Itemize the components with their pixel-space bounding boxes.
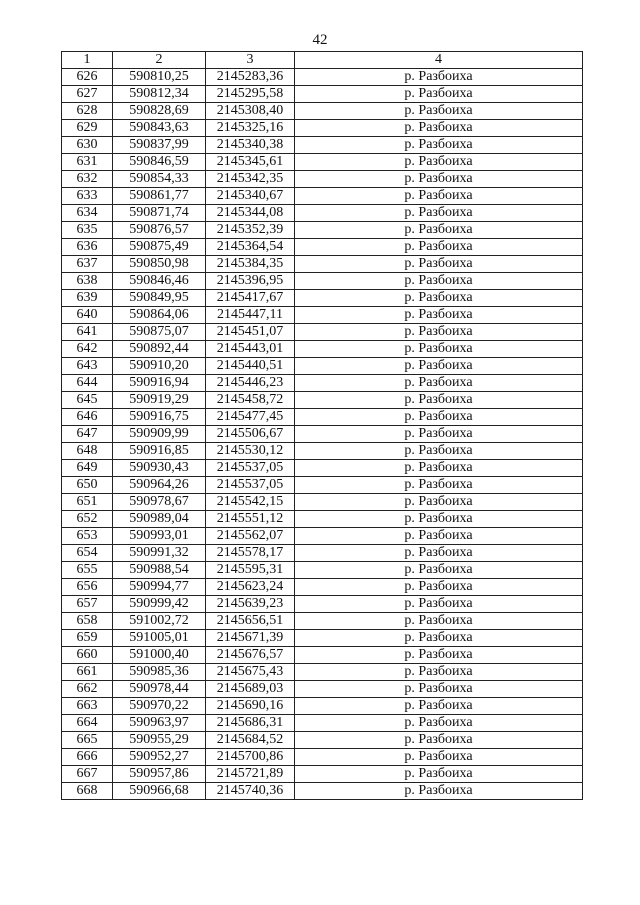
table-row [62, 528, 583, 545]
table-row [62, 239, 583, 256]
x-coordinate-cell: 590916,94 [113, 375, 206, 392]
point-number-cell: 643 [62, 358, 113, 375]
point-number-cell: 651 [62, 494, 113, 511]
point-number-cell: 636 [62, 239, 113, 256]
description-cell: р. Разбоиха [295, 188, 583, 205]
point-number-cell: 640 [62, 307, 113, 324]
point-number-cell: 642 [62, 341, 113, 358]
x-coordinate-cell: 590892,44 [113, 341, 206, 358]
y-coordinate-cell: 2145396,95 [206, 273, 295, 290]
y-coordinate-cell: 2145676,57 [206, 647, 295, 664]
x-coordinate-cell: 590919,29 [113, 392, 206, 409]
point-number-cell: 655 [62, 562, 113, 579]
description-cell: р. Разбоиха [295, 579, 583, 596]
table-row [62, 341, 583, 358]
header-cell-3: 3 [206, 52, 295, 69]
x-coordinate-cell: 590970,22 [113, 698, 206, 715]
y-coordinate-cell: 2145671,39 [206, 630, 295, 647]
x-coordinate-cell: 590952,27 [113, 749, 206, 766]
description-cell: р. Разбоиха [295, 290, 583, 307]
y-coordinate-cell: 2145364,54 [206, 239, 295, 256]
table-header-row [62, 52, 583, 69]
description-cell: р. Разбоиха [295, 596, 583, 613]
x-coordinate-cell: 590978,67 [113, 494, 206, 511]
y-coordinate-cell: 2145578,17 [206, 545, 295, 562]
description-cell: р. Разбоиха [295, 766, 583, 783]
y-coordinate-cell: 2145342,35 [206, 171, 295, 188]
description-cell: р. Разбоиха [295, 443, 583, 460]
table-row [62, 511, 583, 528]
description-cell: р. Разбоиха [295, 137, 583, 154]
point-number-cell: 663 [62, 698, 113, 715]
point-number-cell: 629 [62, 120, 113, 137]
table-row [62, 715, 583, 732]
table-row [62, 375, 583, 392]
description-cell: р. Разбоиха [295, 732, 583, 749]
header-cell-1: 1 [62, 52, 113, 69]
x-coordinate-cell: 590850,98 [113, 256, 206, 273]
point-number-cell: 660 [62, 647, 113, 664]
x-coordinate-cell: 590955,29 [113, 732, 206, 749]
description-cell: р. Разбоиха [295, 69, 583, 86]
point-number-cell: 626 [62, 69, 113, 86]
y-coordinate-cell: 2145562,07 [206, 528, 295, 545]
table-row [62, 681, 583, 698]
table-row [62, 205, 583, 222]
description-cell: р. Разбоиха [295, 749, 583, 766]
table-row [62, 477, 583, 494]
x-coordinate-cell: 590963,97 [113, 715, 206, 732]
y-coordinate-cell: 2145537,05 [206, 477, 295, 494]
x-coordinate-cell: 590875,49 [113, 239, 206, 256]
description-cell: р. Разбоиха [295, 630, 583, 647]
point-number-cell: 659 [62, 630, 113, 647]
point-number-cell: 661 [62, 664, 113, 681]
description-cell: р. Разбоиха [295, 256, 583, 273]
x-coordinate-cell: 590864,06 [113, 307, 206, 324]
table-row [62, 783, 583, 800]
table-row [62, 732, 583, 749]
x-coordinate-cell: 590966,68 [113, 783, 206, 800]
table-row [62, 443, 583, 460]
table-row [62, 137, 583, 154]
x-coordinate-cell: 590837,99 [113, 137, 206, 154]
x-coordinate-cell: 590846,59 [113, 154, 206, 171]
point-number-cell: 634 [62, 205, 113, 222]
point-number-cell: 637 [62, 256, 113, 273]
table-row [62, 290, 583, 307]
x-coordinate-cell: 590828,69 [113, 103, 206, 120]
description-cell: р. Разбоиха [295, 358, 583, 375]
description-cell: р. Разбоиха [295, 341, 583, 358]
y-coordinate-cell: 2145344,08 [206, 205, 295, 222]
point-number-cell: 658 [62, 613, 113, 630]
x-coordinate-cell: 590964,26 [113, 477, 206, 494]
description-cell: р. Разбоиха [295, 528, 583, 545]
x-coordinate-cell: 590916,85 [113, 443, 206, 460]
table-row [62, 188, 583, 205]
table-row [62, 392, 583, 409]
y-coordinate-cell: 2145721,89 [206, 766, 295, 783]
description-cell: р. Разбоиха [295, 239, 583, 256]
description-cell: р. Разбоиха [295, 171, 583, 188]
y-coordinate-cell: 2145506,67 [206, 426, 295, 443]
point-number-cell: 646 [62, 409, 113, 426]
point-number-cell: 632 [62, 171, 113, 188]
y-coordinate-cell: 2145623,24 [206, 579, 295, 596]
x-coordinate-cell: 590849,95 [113, 290, 206, 307]
table-row [62, 154, 583, 171]
table-row [62, 103, 583, 120]
description-cell: р. Разбоиха [295, 273, 583, 290]
point-number-cell: 668 [62, 783, 113, 800]
point-number-cell: 648 [62, 443, 113, 460]
x-coordinate-cell: 590991,32 [113, 545, 206, 562]
x-coordinate-cell: 590854,33 [113, 171, 206, 188]
y-coordinate-cell: 2145446,23 [206, 375, 295, 392]
point-number-cell: 665 [62, 732, 113, 749]
point-number-cell: 652 [62, 511, 113, 528]
description-cell: р. Разбоиха [295, 664, 583, 681]
y-coordinate-cell: 2145325,16 [206, 120, 295, 137]
x-coordinate-cell: 590989,04 [113, 511, 206, 528]
point-number-cell: 639 [62, 290, 113, 307]
x-coordinate-cell: 590909,99 [113, 426, 206, 443]
x-coordinate-cell: 590978,44 [113, 681, 206, 698]
table-row [62, 222, 583, 239]
description-cell: р. Разбоиха [295, 477, 583, 494]
point-number-cell: 645 [62, 392, 113, 409]
x-coordinate-cell: 590999,42 [113, 596, 206, 613]
description-cell: р. Разбоиха [295, 86, 583, 103]
description-cell: р. Разбоиха [295, 647, 583, 664]
table-row [62, 630, 583, 647]
y-coordinate-cell: 2145686,31 [206, 715, 295, 732]
description-cell: р. Разбоиха [295, 103, 583, 120]
point-number-cell: 644 [62, 375, 113, 392]
x-coordinate-cell: 590930,43 [113, 460, 206, 477]
y-coordinate-cell: 2145537,05 [206, 460, 295, 477]
description-cell: р. Разбоиха [295, 205, 583, 222]
point-number-cell: 666 [62, 749, 113, 766]
x-coordinate-cell: 590916,75 [113, 409, 206, 426]
description-cell: р. Разбоиха [295, 324, 583, 341]
y-coordinate-cell: 2145340,38 [206, 137, 295, 154]
table-row [62, 494, 583, 511]
x-coordinate-cell: 590846,46 [113, 273, 206, 290]
table-row [62, 664, 583, 681]
y-coordinate-cell: 2145340,67 [206, 188, 295, 205]
table-row [62, 171, 583, 188]
description-cell: р. Разбоиха [295, 511, 583, 528]
page-number: 42 [312, 32, 328, 48]
y-coordinate-cell: 2145700,86 [206, 749, 295, 766]
point-number-cell: 630 [62, 137, 113, 154]
y-coordinate-cell: 2145595,31 [206, 562, 295, 579]
x-coordinate-cell: 590985,36 [113, 664, 206, 681]
y-coordinate-cell: 2145384,35 [206, 256, 295, 273]
description-cell: р. Разбоиха [295, 783, 583, 800]
x-coordinate-cell: 590871,74 [113, 205, 206, 222]
point-number-cell: 628 [62, 103, 113, 120]
point-number-cell: 662 [62, 681, 113, 698]
description-cell: р. Разбоиха [295, 460, 583, 477]
table-row [62, 749, 583, 766]
header-cell-4: 4 [295, 52, 583, 69]
table-row [62, 69, 583, 86]
y-coordinate-cell: 2145639,23 [206, 596, 295, 613]
y-coordinate-cell: 2145458,72 [206, 392, 295, 409]
table-row [62, 596, 583, 613]
table-row [62, 647, 583, 664]
table-row [62, 86, 583, 103]
description-cell: р. Разбоиха [295, 545, 583, 562]
point-number-cell: 667 [62, 766, 113, 783]
point-number-cell: 654 [62, 545, 113, 562]
description-cell: р. Разбоиха [295, 715, 583, 732]
table-row [62, 120, 583, 137]
table-row [62, 358, 583, 375]
point-number-cell: 635 [62, 222, 113, 239]
description-cell: р. Разбоиха [295, 562, 583, 579]
table-row [62, 698, 583, 715]
x-coordinate-cell: 590843,63 [113, 120, 206, 137]
x-coordinate-cell: 590994,77 [113, 579, 206, 596]
point-number-cell: 647 [62, 426, 113, 443]
table-row [62, 460, 583, 477]
point-number-cell: 633 [62, 188, 113, 205]
table-row [62, 273, 583, 290]
x-coordinate-cell: 590957,86 [113, 766, 206, 783]
y-coordinate-cell: 2145295,58 [206, 86, 295, 103]
y-coordinate-cell: 2145417,67 [206, 290, 295, 307]
description-cell: р. Разбоиха [295, 681, 583, 698]
x-coordinate-cell: 590910,20 [113, 358, 206, 375]
table-row [62, 256, 583, 273]
x-coordinate-cell: 590993,01 [113, 528, 206, 545]
header-cell-2: 2 [113, 52, 206, 69]
y-coordinate-cell: 2145656,51 [206, 613, 295, 630]
y-coordinate-cell: 2145530,12 [206, 443, 295, 460]
description-cell: р. Разбоиха [295, 375, 583, 392]
y-coordinate-cell: 2145690,16 [206, 698, 295, 715]
y-coordinate-cell: 2145542,15 [206, 494, 295, 511]
table-row [62, 766, 583, 783]
description-cell: р. Разбоиха [295, 222, 583, 239]
y-coordinate-cell: 2145440,51 [206, 358, 295, 375]
y-coordinate-cell: 2145477,45 [206, 409, 295, 426]
table-row [62, 613, 583, 630]
description-cell: р. Разбоиха [295, 120, 583, 137]
description-cell: р. Разбоиха [295, 426, 583, 443]
point-number-cell: 664 [62, 715, 113, 732]
table-row [62, 324, 583, 341]
point-number-cell: 650 [62, 477, 113, 494]
y-coordinate-cell: 2145283,36 [206, 69, 295, 86]
point-number-cell: 657 [62, 596, 113, 613]
point-number-cell: 641 [62, 324, 113, 341]
description-cell: р. Разбоиха [295, 409, 583, 426]
coordinates-table [61, 51, 583, 800]
description-cell: р. Разбоиха [295, 307, 583, 324]
point-number-cell: 638 [62, 273, 113, 290]
description-cell: р. Разбоиха [295, 154, 583, 171]
y-coordinate-cell: 2145684,52 [206, 732, 295, 749]
description-cell: р. Разбоиха [295, 392, 583, 409]
table-row [62, 409, 583, 426]
x-coordinate-cell: 590810,25 [113, 69, 206, 86]
x-coordinate-cell: 591000,40 [113, 647, 206, 664]
table-row [62, 307, 583, 324]
y-coordinate-cell: 2145551,12 [206, 511, 295, 528]
table-row [62, 426, 583, 443]
point-number-cell: 627 [62, 86, 113, 103]
x-coordinate-cell: 590812,34 [113, 86, 206, 103]
description-cell: р. Разбоиха [295, 494, 583, 511]
x-coordinate-cell: 590876,57 [113, 222, 206, 239]
point-number-cell: 656 [62, 579, 113, 596]
y-coordinate-cell: 2145675,43 [206, 664, 295, 681]
table-row [62, 562, 583, 579]
x-coordinate-cell: 590875,07 [113, 324, 206, 341]
x-coordinate-cell: 590861,77 [113, 188, 206, 205]
table-row [62, 545, 583, 562]
table-row [62, 579, 583, 596]
y-coordinate-cell: 2145740,36 [206, 783, 295, 800]
y-coordinate-cell: 2145308,40 [206, 103, 295, 120]
y-coordinate-cell: 2145451,07 [206, 324, 295, 341]
point-number-cell: 653 [62, 528, 113, 545]
y-coordinate-cell: 2145352,39 [206, 222, 295, 239]
y-coordinate-cell: 2145443,01 [206, 341, 295, 358]
y-coordinate-cell: 2145689,03 [206, 681, 295, 698]
y-coordinate-cell: 2145345,61 [206, 154, 295, 171]
point-number-cell: 631 [62, 154, 113, 171]
description-cell: р. Разбоиха [295, 613, 583, 630]
x-coordinate-cell: 590988,54 [113, 562, 206, 579]
x-coordinate-cell: 591005,01 [113, 630, 206, 647]
point-number-cell: 649 [62, 460, 113, 477]
description-cell: р. Разбоиха [295, 698, 583, 715]
y-coordinate-cell: 2145447,11 [206, 307, 295, 324]
x-coordinate-cell: 591002,72 [113, 613, 206, 630]
